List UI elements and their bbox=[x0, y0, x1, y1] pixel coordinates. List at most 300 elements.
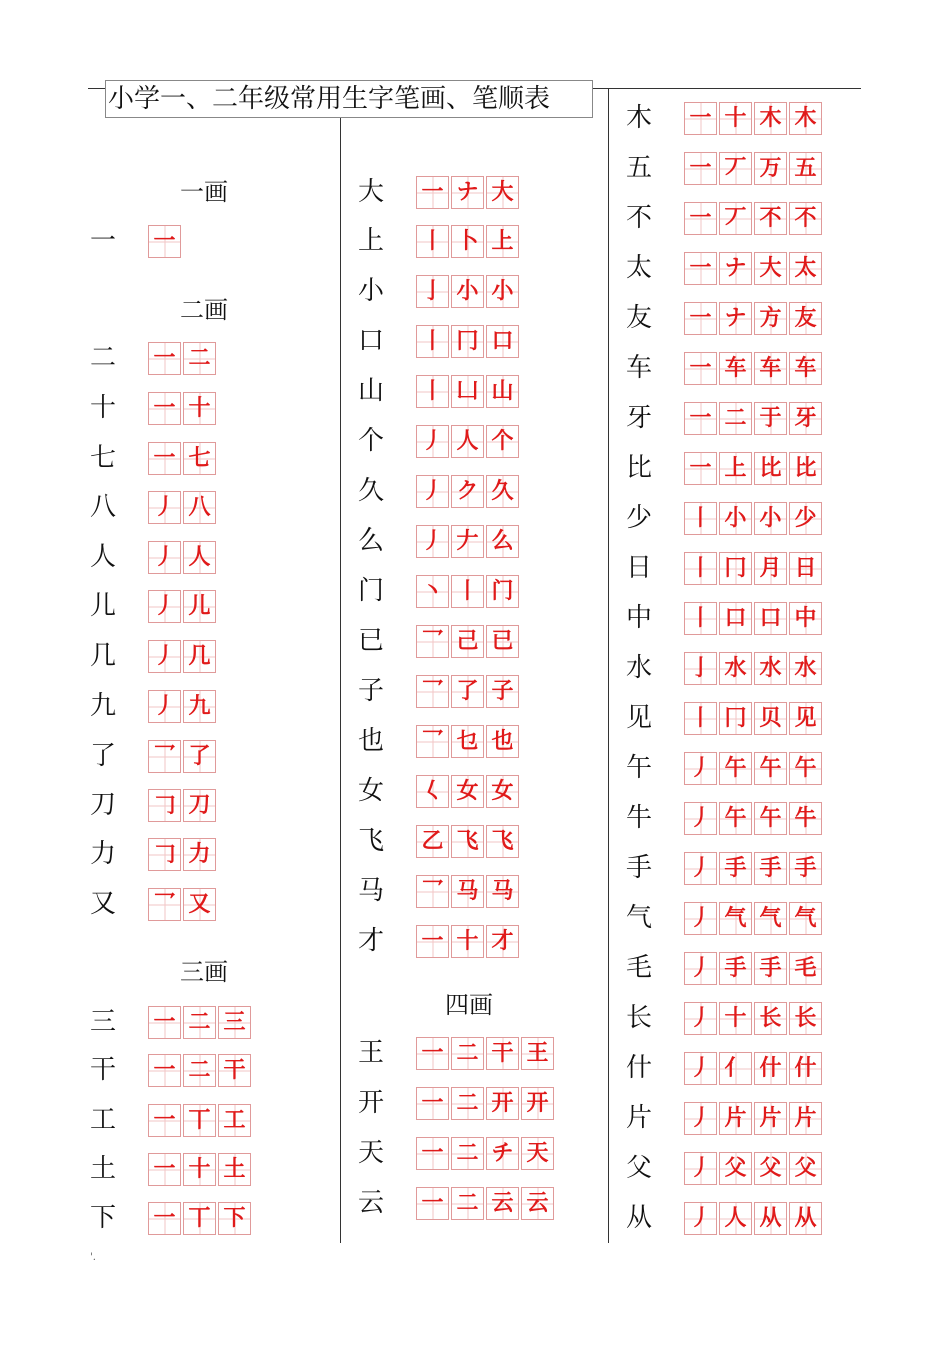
stroke-step-box: 一 bbox=[148, 392, 181, 425]
stroke-step-box: 毛 bbox=[789, 952, 822, 985]
stroke-step-box: 丿 bbox=[148, 541, 181, 574]
stroke-step-box: 手 bbox=[719, 952, 752, 985]
character-label: 气 bbox=[626, 903, 653, 933]
stroke-step-box: 父 bbox=[789, 1152, 822, 1185]
character-entry bbox=[90, 783, 330, 827]
character-entry bbox=[358, 369, 598, 413]
stroke-step-box: 冂 bbox=[451, 325, 484, 358]
stroke-order-grid bbox=[684, 652, 824, 685]
stroke-step-box: 午 bbox=[789, 752, 822, 785]
character-entry bbox=[626, 96, 866, 140]
stroke-step-box: 门 bbox=[486, 575, 519, 608]
stroke-step-box: 片 bbox=[789, 1102, 822, 1135]
stroke-order-grid bbox=[416, 525, 521, 558]
character-label: 什 bbox=[626, 1053, 653, 1083]
stroke-step-box: 牛 bbox=[789, 802, 822, 835]
stroke-step-box: 山 bbox=[486, 375, 519, 408]
character-entry bbox=[90, 1098, 330, 1142]
stroke-order-grid bbox=[416, 425, 521, 458]
stroke-step-box: 乛 bbox=[148, 888, 181, 921]
stroke-step-box: 丨 bbox=[684, 552, 717, 585]
stroke-step-box: 三 bbox=[218, 1006, 251, 1039]
stroke-step-box: 丿 bbox=[684, 1052, 717, 1085]
character-label: 午 bbox=[626, 753, 653, 783]
stroke-step-box: 一 bbox=[416, 1087, 449, 1120]
character-label: 毛 bbox=[626, 953, 653, 983]
character-label: 见 bbox=[626, 703, 653, 733]
stroke-step-box: ナ bbox=[451, 176, 484, 209]
character-label: 太 bbox=[626, 253, 653, 283]
stroke-step-box: 丨 bbox=[684, 702, 717, 735]
stroke-step-box: 木 bbox=[754, 102, 787, 135]
character-label: 也 bbox=[358, 726, 385, 756]
stroke-step-box: 午 bbox=[754, 802, 787, 835]
character-entry bbox=[358, 269, 598, 313]
stroke-step-box: 气 bbox=[754, 902, 787, 935]
stroke-step-box: 手 bbox=[719, 852, 752, 885]
stroke-order-grid bbox=[416, 1037, 556, 1070]
character-entry bbox=[626, 796, 866, 840]
stroke-step-box: 乛 bbox=[416, 725, 449, 758]
stroke-order-grid bbox=[148, 442, 218, 475]
stroke-step-box: 一 bbox=[148, 1153, 181, 1186]
stroke-order-grid bbox=[416, 925, 521, 958]
character-label: 口 bbox=[358, 326, 385, 356]
stroke-step-box: 牙 bbox=[789, 402, 822, 435]
stroke-order-grid bbox=[416, 375, 521, 408]
stroke-step-box: 水 bbox=[719, 652, 752, 685]
stroke-step-box: 𠂇 bbox=[451, 525, 484, 558]
stroke-order-grid bbox=[416, 325, 521, 358]
stroke-order-grid bbox=[684, 602, 824, 635]
stroke-step-box: 万 bbox=[754, 152, 787, 185]
stroke-order-grid bbox=[148, 690, 218, 723]
character-label: 七 bbox=[90, 443, 117, 473]
stroke-step-box: ク bbox=[451, 475, 484, 508]
stroke-step-box: 贝 bbox=[754, 702, 787, 735]
stroke-step-box: 木 bbox=[789, 102, 822, 135]
stroke-order-grid bbox=[148, 491, 218, 524]
stroke-order-grid bbox=[148, 541, 218, 574]
stroke-step-box: 父 bbox=[754, 1152, 787, 1185]
character-label: 王 bbox=[358, 1038, 385, 1068]
stroke-step-box: 也 bbox=[486, 725, 519, 758]
stroke-step-box: 下 bbox=[218, 1202, 251, 1235]
stroke-order-grid bbox=[684, 402, 824, 435]
stroke-order-grid bbox=[148, 590, 218, 623]
header-rule-left bbox=[88, 88, 106, 89]
stroke-step-box: 天 bbox=[521, 1137, 554, 1170]
character-entry bbox=[626, 696, 866, 740]
stroke-order-grid bbox=[148, 1104, 253, 1137]
stroke-order-grid bbox=[684, 302, 824, 335]
stroke-step-box: 月 bbox=[754, 552, 787, 585]
stroke-step-box: 一 bbox=[148, 1202, 181, 1235]
character-label: 土 bbox=[90, 1154, 117, 1184]
character-label: 中 bbox=[626, 603, 653, 633]
stroke-step-box: 几 bbox=[183, 640, 216, 673]
stroke-order-grid bbox=[684, 852, 824, 885]
stroke-step-box: 冂 bbox=[719, 702, 752, 735]
stroke-step-box: 𡿨 bbox=[416, 775, 449, 808]
stroke-step-box: 亅 bbox=[684, 652, 717, 685]
stroke-step-box: 比 bbox=[754, 452, 787, 485]
character-entry bbox=[626, 996, 866, 1040]
stroke-order-grid bbox=[416, 475, 521, 508]
character-label: 了 bbox=[90, 741, 117, 771]
stroke-step-box: 土 bbox=[218, 1153, 251, 1186]
character-entry bbox=[358, 619, 598, 663]
character-entry bbox=[358, 819, 598, 863]
stroke-step-box: 马 bbox=[486, 875, 519, 908]
character-entry bbox=[90, 386, 330, 430]
stroke-step-box: 小 bbox=[719, 502, 752, 535]
stroke-step-box: 一 bbox=[416, 1037, 449, 1070]
stroke-order-grid bbox=[684, 702, 824, 735]
character-entry bbox=[90, 882, 330, 926]
stroke-step-box: 一 bbox=[416, 925, 449, 958]
stroke-order-grid bbox=[684, 1152, 824, 1185]
character-entry bbox=[358, 919, 598, 963]
stroke-step-box: 乛 bbox=[416, 625, 449, 658]
character-entry bbox=[90, 832, 330, 876]
stroke-order-grid bbox=[148, 342, 218, 375]
character-entry bbox=[626, 746, 866, 790]
page-title: 小学一、二年级常用生字笔画、笔顺表 bbox=[105, 80, 593, 118]
stroke-step-box: 车 bbox=[719, 352, 752, 385]
character-entry bbox=[358, 769, 598, 813]
stroke-step-box: 从 bbox=[789, 1202, 822, 1235]
stroke-step-box: 卜 bbox=[451, 225, 484, 258]
character-label: 已 bbox=[358, 626, 385, 656]
character-entry bbox=[626, 346, 866, 390]
character-entry bbox=[358, 1081, 598, 1125]
footer-mark: '. bbox=[90, 1252, 96, 1263]
stroke-step-box: 口 bbox=[754, 602, 787, 635]
character-entry bbox=[626, 646, 866, 690]
character-entry bbox=[90, 634, 330, 678]
character-label: 女 bbox=[358, 776, 385, 806]
character-entry bbox=[358, 519, 598, 563]
character-entry bbox=[90, 1048, 330, 1092]
stroke-step-box: 丆 bbox=[719, 152, 752, 185]
stroke-step-box: 于 bbox=[754, 402, 787, 435]
character-label: 从 bbox=[626, 1203, 653, 1233]
stroke-step-box: 二 bbox=[451, 1037, 484, 1070]
stroke-step-box: 乛 bbox=[416, 875, 449, 908]
stroke-step-box: 么 bbox=[486, 525, 519, 558]
stroke-step-box: 干 bbox=[486, 1037, 519, 1070]
stroke-step-box: 水 bbox=[754, 652, 787, 685]
stroke-step-box: 大 bbox=[486, 176, 519, 209]
stroke-step-box: 丿 bbox=[684, 1152, 717, 1185]
stroke-step-box: 长 bbox=[789, 1002, 822, 1035]
stroke-step-box: 女 bbox=[486, 775, 519, 808]
stroke-order-grid bbox=[684, 902, 824, 935]
character-label: 不 bbox=[626, 203, 653, 233]
stroke-step-box: 云 bbox=[521, 1187, 554, 1220]
character-entry bbox=[358, 569, 598, 613]
stroke-step-box: 二 bbox=[183, 1006, 216, 1039]
stroke-step-box: 又 bbox=[183, 888, 216, 921]
stroke-step-box: 冂 bbox=[719, 552, 752, 585]
character-label: 才 bbox=[358, 926, 385, 956]
stroke-order-grid bbox=[684, 152, 824, 185]
stroke-step-box: 丿 bbox=[684, 852, 717, 885]
stroke-step-box: 少 bbox=[789, 502, 822, 535]
character-entry bbox=[358, 219, 598, 263]
character-label: 山 bbox=[358, 376, 385, 406]
stroke-count-heading: 一画 bbox=[180, 178, 228, 206]
stroke-order-grid bbox=[416, 625, 521, 658]
stroke-step-box: 口 bbox=[719, 602, 752, 635]
stroke-step-box: 八 bbox=[183, 491, 216, 524]
stroke-step-box: 友 bbox=[789, 302, 822, 335]
character-entry bbox=[626, 946, 866, 990]
character-entry bbox=[358, 419, 598, 463]
stroke-step-box: 十 bbox=[183, 392, 216, 425]
stroke-step-box: 气 bbox=[789, 902, 822, 935]
stroke-order-grid bbox=[416, 225, 521, 258]
stroke-step-box: 久 bbox=[486, 475, 519, 508]
stroke-step-box: 五 bbox=[789, 152, 822, 185]
stroke-step-box: 午 bbox=[719, 752, 752, 785]
stroke-step-box: 二 bbox=[451, 1087, 484, 1120]
stroke-order-grid bbox=[684, 452, 824, 485]
stroke-step-box: 力 bbox=[183, 838, 216, 871]
character-entry bbox=[358, 1131, 598, 1175]
column-divider-2 bbox=[608, 89, 609, 1243]
stroke-step-box: 丿 bbox=[684, 752, 717, 785]
character-label: 飞 bbox=[358, 826, 385, 856]
stroke-step-box: 中 bbox=[789, 602, 822, 635]
stroke-order-grid bbox=[148, 838, 218, 871]
stroke-step-box: 一 bbox=[684, 252, 717, 285]
stroke-order-grid bbox=[416, 825, 521, 858]
stroke-order-grid bbox=[684, 1102, 824, 1135]
character-entry bbox=[90, 535, 330, 579]
stroke-step-box: 一 bbox=[684, 352, 717, 385]
stroke-order-grid bbox=[148, 225, 183, 258]
stroke-step-box: 什 bbox=[789, 1052, 822, 1085]
stroke-order-grid bbox=[148, 888, 218, 921]
stroke-step-box: 片 bbox=[754, 1102, 787, 1135]
stroke-step-box: 车 bbox=[754, 352, 787, 385]
stroke-step-box: 人 bbox=[719, 1202, 752, 1235]
stroke-step-box: 丅 bbox=[183, 1202, 216, 1235]
stroke-order-grid bbox=[416, 575, 521, 608]
stroke-step-box: 太 bbox=[789, 252, 822, 285]
stroke-step-box: 大 bbox=[754, 252, 787, 285]
stroke-step-box: 水 bbox=[789, 652, 822, 685]
header-rule-right bbox=[593, 88, 861, 89]
stroke-order-grid bbox=[684, 952, 824, 985]
character-label: 长 bbox=[626, 1003, 653, 1033]
character-label: 十 bbox=[90, 393, 117, 423]
stroke-step-box: ナ bbox=[719, 302, 752, 335]
character-entry bbox=[358, 170, 598, 214]
stroke-step-box: 丨 bbox=[416, 325, 449, 358]
character-label: 三 bbox=[90, 1007, 117, 1037]
character-label: 友 bbox=[626, 303, 653, 333]
stroke-step-box: 丿 bbox=[684, 952, 717, 985]
stroke-step-box: 乙 bbox=[416, 825, 449, 858]
stroke-order-grid bbox=[684, 352, 824, 385]
stroke-step-box: 丿 bbox=[684, 1102, 717, 1135]
stroke-order-grid bbox=[148, 1153, 253, 1186]
stroke-step-box: 十 bbox=[451, 925, 484, 958]
stroke-step-box: 一 bbox=[148, 342, 181, 375]
stroke-step-box: チ bbox=[486, 1137, 519, 1170]
stroke-step-box: 一 bbox=[684, 452, 717, 485]
stroke-order-grid bbox=[684, 202, 824, 235]
character-entry bbox=[626, 896, 866, 940]
stroke-step-box: 片 bbox=[719, 1102, 752, 1135]
stroke-step-box: 人 bbox=[183, 541, 216, 574]
stroke-step-box: 乛 bbox=[416, 675, 449, 708]
character-label: 几 bbox=[90, 641, 117, 671]
character-label: 个 bbox=[358, 426, 385, 456]
stroke-step-box: 马 bbox=[451, 875, 484, 908]
character-entry bbox=[90, 734, 330, 778]
stroke-step-box: 工 bbox=[218, 1104, 251, 1137]
character-label: 小 bbox=[358, 276, 385, 306]
stroke-order-grid bbox=[148, 640, 218, 673]
stroke-step-box: 七 bbox=[183, 442, 216, 475]
stroke-step-box: 一 bbox=[148, 225, 181, 258]
stroke-step-box: 了 bbox=[451, 675, 484, 708]
character-label: 比 bbox=[626, 453, 653, 483]
stroke-step-box: 个 bbox=[486, 425, 519, 458]
stroke-step-box: 一 bbox=[684, 402, 717, 435]
stroke-step-box: 人 bbox=[451, 425, 484, 458]
stroke-step-box: 方 bbox=[754, 302, 787, 335]
character-label: 九 bbox=[90, 691, 117, 721]
stroke-step-box: 乜 bbox=[451, 725, 484, 758]
character-entry bbox=[358, 669, 598, 713]
stroke-step-box: 已 bbox=[486, 625, 519, 658]
character-label: 马 bbox=[358, 876, 385, 906]
stroke-step-box: 丿 bbox=[684, 902, 717, 935]
stroke-order-grid bbox=[416, 675, 521, 708]
character-label: 力 bbox=[90, 839, 117, 869]
stroke-step-box: 不 bbox=[789, 202, 822, 235]
stroke-step-box: 十 bbox=[719, 102, 752, 135]
stroke-step-box: 丿 bbox=[684, 1202, 717, 1235]
stroke-step-box: 从 bbox=[754, 1202, 787, 1235]
stroke-step-box: 一 bbox=[684, 102, 717, 135]
stroke-step-box: 丿 bbox=[148, 690, 181, 723]
stroke-step-box: 丨 bbox=[684, 502, 717, 535]
stroke-step-box: 子 bbox=[486, 675, 519, 708]
stroke-step-box: 二 bbox=[183, 1054, 216, 1087]
character-entry bbox=[626, 1046, 866, 1090]
stroke-step-box: 一 bbox=[148, 1006, 181, 1039]
stroke-order-grid bbox=[148, 1202, 253, 1235]
stroke-step-box: 父 bbox=[719, 1152, 752, 1185]
character-entry bbox=[358, 319, 598, 363]
character-label: 大 bbox=[358, 177, 385, 207]
stroke-step-box: 丨 bbox=[684, 602, 717, 635]
stroke-step-box: 𠃌 bbox=[148, 838, 181, 871]
stroke-step-box: 丿 bbox=[416, 475, 449, 508]
stroke-count-heading: 四画 bbox=[445, 991, 493, 1019]
stroke-step-box: 午 bbox=[719, 802, 752, 835]
stroke-step-box: 日 bbox=[789, 552, 822, 585]
stroke-step-box: 上 bbox=[486, 225, 519, 258]
character-entry bbox=[626, 1096, 866, 1140]
character-entry bbox=[358, 719, 598, 763]
stroke-step-box: 开 bbox=[521, 1087, 554, 1120]
stroke-step-box: 乛 bbox=[148, 740, 181, 773]
stroke-step-box: 丨 bbox=[416, 225, 449, 258]
stroke-step-box: 一 bbox=[684, 152, 717, 185]
stroke-step-box: 一 bbox=[416, 1187, 449, 1220]
stroke-step-box: 丨 bbox=[416, 375, 449, 408]
character-entry bbox=[626, 496, 866, 540]
stroke-step-box: 丿 bbox=[148, 590, 181, 623]
stroke-order-grid bbox=[684, 1202, 824, 1235]
stroke-step-box: 手 bbox=[754, 952, 787, 985]
stroke-step-box: 一 bbox=[684, 202, 717, 235]
character-entry bbox=[90, 684, 330, 728]
stroke-step-box: 车 bbox=[789, 352, 822, 385]
stroke-step-box: 了 bbox=[183, 740, 216, 773]
stroke-step-box: 丅 bbox=[183, 1104, 216, 1137]
stroke-order-grid bbox=[148, 1006, 253, 1039]
stroke-step-box: 刀 bbox=[183, 789, 216, 822]
character-entry bbox=[358, 469, 598, 513]
stroke-step-box: 一 bbox=[148, 1054, 181, 1087]
character-label: 日 bbox=[626, 553, 653, 583]
character-label: 天 bbox=[358, 1138, 385, 1168]
character-label: 儿 bbox=[90, 591, 117, 621]
character-label: 久 bbox=[358, 476, 385, 506]
character-label: 八 bbox=[90, 492, 117, 522]
stroke-step-box: 亻 bbox=[719, 1052, 752, 1085]
character-label: 片 bbox=[626, 1103, 653, 1133]
stroke-step-box: 丨 bbox=[451, 575, 484, 608]
stroke-count-heading: 三画 bbox=[180, 958, 228, 986]
stroke-step-box: 小 bbox=[486, 275, 519, 308]
stroke-step-box: 一 bbox=[416, 1137, 449, 1170]
stroke-step-box: 开 bbox=[486, 1087, 519, 1120]
stroke-step-box: 见 bbox=[789, 702, 822, 735]
character-entry bbox=[90, 436, 330, 480]
stroke-step-box: 九 bbox=[183, 690, 216, 723]
character-entry bbox=[358, 1181, 598, 1225]
stroke-step-box: 丿 bbox=[416, 525, 449, 558]
stroke-step-box: 丿 bbox=[684, 1002, 717, 1035]
character-entry bbox=[626, 1146, 866, 1190]
stroke-step-box: 二 bbox=[451, 1187, 484, 1220]
stroke-step-box: 十 bbox=[719, 1002, 752, 1035]
stroke-order-grid bbox=[416, 775, 521, 808]
character-entry bbox=[626, 146, 866, 190]
stroke-step-box: 己 bbox=[451, 625, 484, 658]
stroke-order-grid bbox=[684, 752, 824, 785]
character-entry bbox=[90, 219, 330, 263]
stroke-order-grid bbox=[684, 252, 824, 285]
character-label: 上 bbox=[358, 226, 385, 256]
stroke-step-box: 𠃌 bbox=[148, 789, 181, 822]
stroke-order-grid bbox=[416, 1187, 556, 1220]
character-label: 牛 bbox=[626, 803, 653, 833]
stroke-step-box: 一 bbox=[148, 442, 181, 475]
character-label: 门 bbox=[358, 576, 385, 606]
character-entry bbox=[90, 1147, 330, 1191]
stroke-step-box: 丿 bbox=[416, 425, 449, 458]
